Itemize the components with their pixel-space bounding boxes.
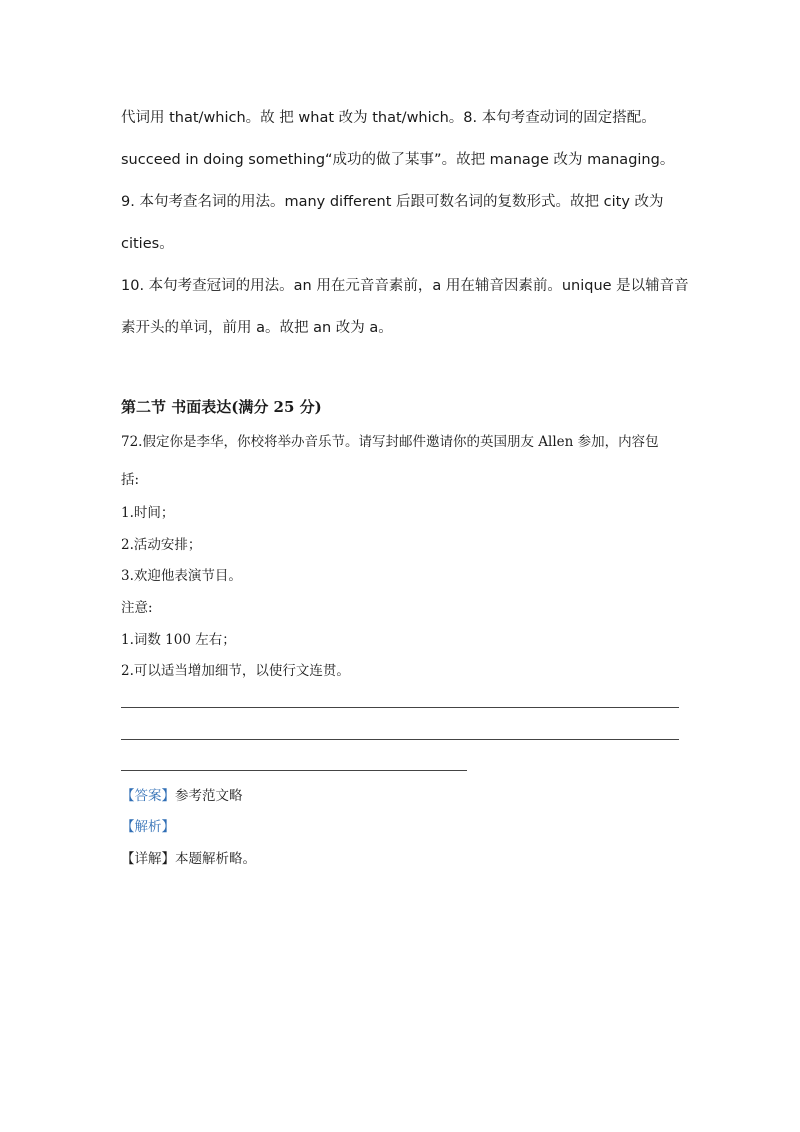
analysis-line-6: 素开头的单词，前用 a。故把 an 改为 a。 — [121, 320, 393, 336]
question-item-2: 2.活动安排； — [121, 537, 202, 553]
answer-row — [121, 786, 243, 806]
answer-text: 参考范文略 — [175, 788, 243, 804]
question-line-2: 括: — [121, 472, 140, 488]
detail-row — [121, 849, 256, 869]
question-line-1: 72.假定你是李华，你校将举办音乐节。请写封邮件邀请你的英国朋友 Allen 参加，内容包 — [121, 434, 659, 450]
analysis-line-5: 10. 本句考查冠词的用法。an 用在元音音素前，a 用在辅音因素前。unique 是以辅音音 — [121, 278, 689, 294]
notes-label: 注意: — [121, 600, 153, 616]
analysis-line-4: cities。 — [121, 236, 174, 252]
answer-blank-line-2 — [121, 739, 679, 740]
answer-tag: 【答案】 — [121, 788, 175, 804]
answer-blank-line-1 — [121, 707, 679, 708]
detail-text: 本题解析略。 — [175, 851, 256, 867]
question-item-3: 3.欢迎他表演节目。 — [121, 568, 242, 584]
detail-tag: 【详解】 — [121, 851, 175, 867]
analysis-line-2: succeed in doing something“成功的做了某事”。故把 manage 改为 managing。 — [121, 152, 675, 168]
analysis-line-3: 9. 本句考查名词的用法。many different 后跟可数名词的复数形式。故把 city 改为 — [121, 194, 664, 210]
section-title: 第二节 书面表达(满分 25 分) — [121, 398, 322, 416]
note-2: 2.可以适当增加细节，以使行文连贯。 — [121, 663, 350, 679]
note-1: 1.词数 100 左右； — [121, 632, 236, 648]
answer-blank-line-3 — [121, 770, 467, 771]
question-item-1: 1.时间； — [121, 505, 175, 521]
analysis-line-1: 代词用 that/which。故 把 what 改为 that/which。8. 本句考查动词的固定搭配。 — [121, 110, 656, 126]
analysis-tag: 【解析】 — [121, 819, 175, 835]
